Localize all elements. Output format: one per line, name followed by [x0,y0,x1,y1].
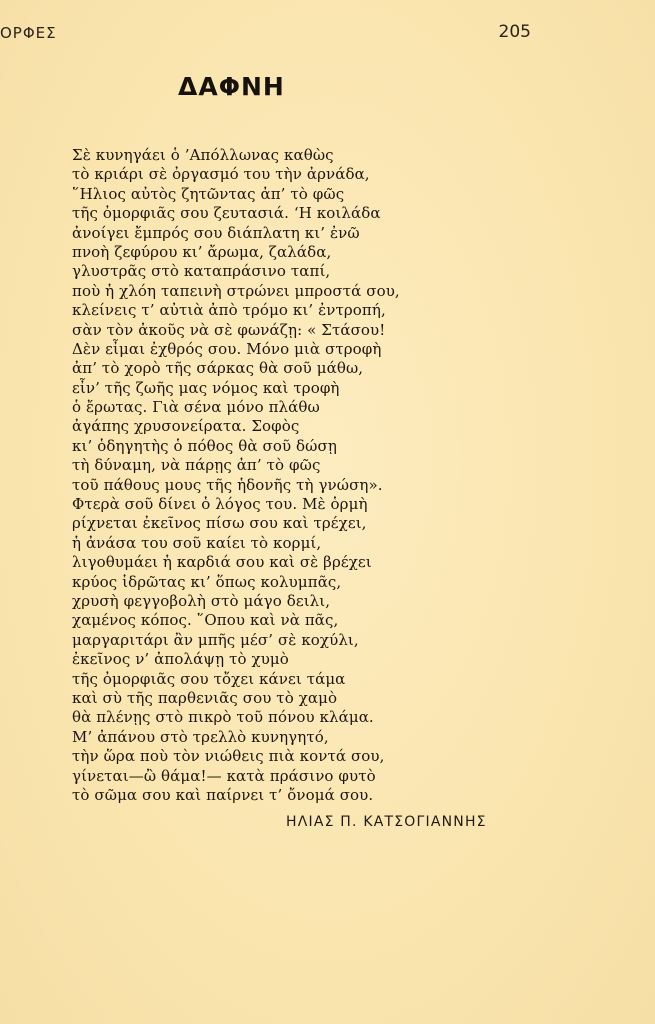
poem-line: ρίχνεται ἐκεῖνος πίσω σου καὶ τρέχει, [72,514,367,533]
poem-line: τὴν ὥρα ποὺ τὸν νιώθεις πιὰ κοντά σου, [72,747,385,766]
poem-body [72,146,462,805]
poem-line: ὁ ἔρωτας. Γιὰ σένα μόνο πλάθω [72,398,320,417]
poem-line: λιγοθυμάει ἡ καρδιά σου καὶ σὲ βρέχει [72,553,372,572]
running-head: ΟΡΦΕΣ [0,24,57,42]
poem-line: ἀνοίγει ἔμπρός σου διάπλατη κι’ ἐνῶ [72,223,360,242]
poem-title: ΔΑΦΝΗ [178,72,285,101]
poem-line: τὴ δύναμη, νὰ πάρῃς ἀπ’ τὸ φῶς [72,456,321,475]
poem-line: εἶν’ τῆς ζωῆς μας νόμος καὶ τροφὴ [72,378,340,397]
poem-line: ἀπ’ τὸ χορὸ τῆς σάρκας θὰ σοῦ μάθω, [72,359,364,378]
poem-line: τὸ κριάρι σὲ ὀργασμό του τὴν ἀρνάδα, [72,165,370,184]
poem-line: ἐκεῖνος ν’ ἀπολάψῃ τὸ χυμὸ [72,650,289,669]
poem-author: ΗΛΙΑΣ Π. ΚΑΤΣΟΓΙΑΝΝΗΣ [286,814,487,830]
poem-line: κρύος ἱδρῶτας κι’ ὅπως κολυμπᾶς, [72,572,342,591]
poem-line: Μ’ ἀπάνου στὸ τρελλὸ κυνηγητό, [72,727,329,746]
poem-line: ῞Ηλιος αὐτὸς ζητῶντας ἀπ’ τὸ φῶς [72,184,345,203]
poem-line: τὸ σῶμα σου καὶ παίρνει τ’ ὄνομά σου. [72,785,374,804]
poem-line: ἀγάπης χρυσονείρατα. Σοφὸς [72,417,300,436]
poem-line: Δὲν εἶμαι ἐχθρός σου. Μόνο μιὰ στροφὴ [72,339,382,358]
poem-line: τῆς ὀμορφιᾶς σου ζευτασιά. ‘Η κοιλάδα [72,204,381,223]
poem-line: τῆς ὀμορφιᾶς σου τὄχει κάνει τάμα [72,669,346,688]
poem-line: Σὲ κυνηγάει ὁ ’Απόλλωνας καθὼς [72,146,334,164]
poem-line: χαμένος κόπος. ῞Οπου καὶ νὰ πᾶς, [72,611,339,630]
poem-line: γίνεται—ὢ θάμα!— κατὰ πράσινο φυτὸ [72,766,376,785]
poem-line: Φτερὰ σοῦ δίνει ὁ λόγος του. Μὲ ὁρμὴ [72,495,368,514]
page-number: 205 [498,22,531,42]
poem-line: μαργαριτάρι ἂν μπῆς μέσ’ σὲ κοχύλι, [72,630,359,649]
poem-line: πνοὴ ζεφύρου κι’ ἄρωμα, ζαλάδα, [72,242,332,261]
poem-line: θὰ πλένῃς στὸ πικρὸ τοῦ πόνου κλάμα. [72,708,374,727]
poem-line: χρυσὴ φεγγοβολὴ στὸ μάγο δειλι, [72,591,331,610]
poem-line: σὰν τὸν ἀκοῦς νὰ σὲ φωνάζῃ: « Στάσου! [72,320,386,339]
poem-line: κλείνεις τ’ αὐτιὰ ἀπὸ τρόμο κι’ ἐντροπή, [72,301,386,320]
poem-line: κι’ ὁδηγητὴς ὁ πόθος θὰ σοῦ δώσῃ [72,436,337,455]
poem-line: καὶ σὺ τῆς παρθενιᾶς σου τὸ χαμὸ [72,688,338,707]
poem-line: τοῦ πάθους μους τῆς ἡδονῆς τὴ γνώση». [72,475,383,494]
poem-line: ἡ ἀνάσα του σοῦ καίει τὸ κορμί, [72,533,322,552]
poem-line: γλυστρᾶς στὸ καταπράσινο ταπί, [72,262,331,281]
poem-line: ποὺ ἡ χλόη ταπεινὴ στρώνει μπροστά σου, [72,281,400,300]
